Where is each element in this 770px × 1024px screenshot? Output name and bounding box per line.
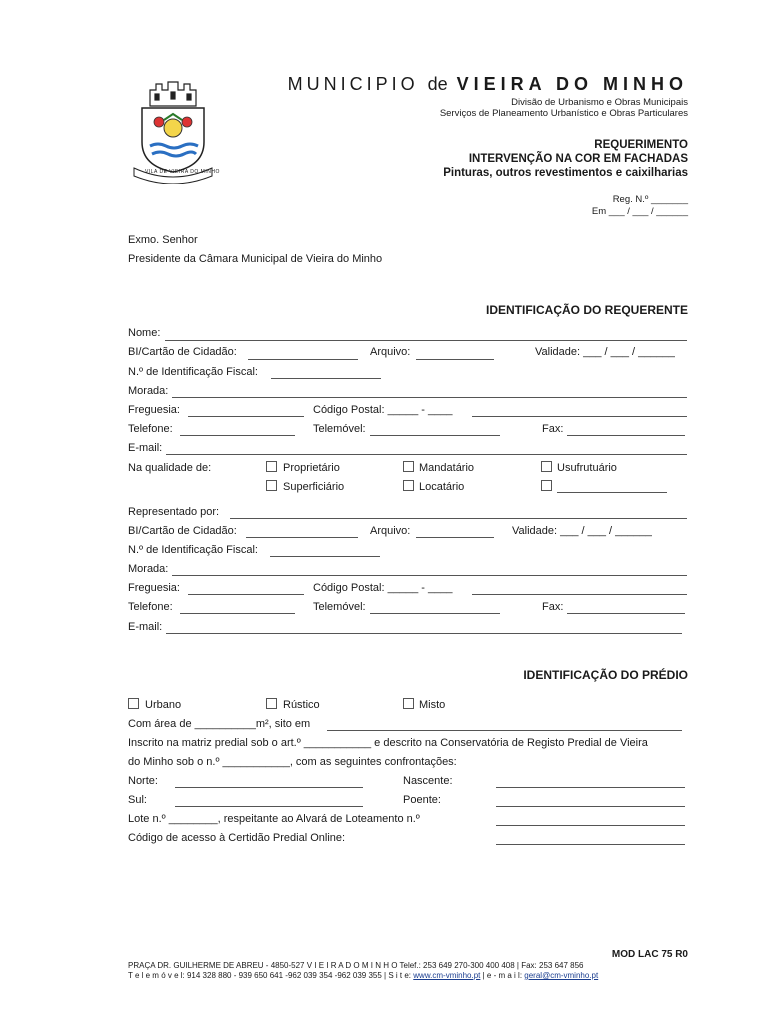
rep-freguesia-label: Freguesia:	[128, 582, 180, 594]
rep-codigo-postal-field[interactable]: Código Postal: _____ - ____	[313, 582, 453, 594]
rustico-checkbox[interactable]	[266, 698, 277, 709]
rep-arquivo-input[interactable]	[416, 537, 494, 538]
title-vieira: VIEIRA DO MINHO	[456, 74, 688, 94]
morada-input[interactable]	[172, 397, 687, 398]
rep-fax-input[interactable]	[567, 613, 685, 614]
other-qualidade-checkbox[interactable]	[541, 480, 552, 491]
section-title-requerente: IDENTIFICAÇÃO DO REQUERENTE	[485, 303, 688, 317]
footer-telemovel: T e l e m ó v e l: 914 328 880 - 939 650 641 -962 039 354 -962 039 355 | S i t e:	[128, 971, 412, 980]
footer-email-label: | e - m a i l:	[482, 971, 523, 980]
norte-label: Norte:	[128, 775, 158, 787]
rep-localidade-input[interactable]	[472, 594, 687, 595]
rep-telefone-label: Telefone:	[128, 601, 173, 613]
confrontacoes-text: do Minho sob o n.º ___________, com as seguintes confrontações:	[128, 756, 457, 768]
division-text: Divisão de Urbanismo e Obras Municipais	[511, 97, 688, 108]
nome-label: Nome:	[128, 327, 161, 339]
fax-label: Fax:	[542, 423, 564, 435]
locatario-label: Locatário	[419, 481, 465, 493]
salutation-line-1: Exmo. Senhor	[128, 234, 198, 246]
rep-arquivo-label: Arquivo:	[370, 525, 411, 537]
title-municipio: MUNICIPIO	[287, 74, 419, 94]
rep-email-input[interactable]	[166, 633, 682, 634]
logo-ribbon-text: VILA DE VIEIRA DO MINHO	[145, 169, 220, 175]
rep-morada-input[interactable]	[172, 575, 687, 576]
inscrito-text: Inscrito na matriz predial sob o art.º ___________ e descrito na Conservatória de Registo Predial de Vieira	[128, 737, 648, 749]
municipality-title	[288, 74, 688, 95]
poente-label: Poente:	[403, 794, 441, 806]
usufrutuario-label: Usufrutuário	[557, 462, 617, 474]
date-field: Em ___ / ___ / ______	[591, 206, 688, 217]
arquivo-label: Arquivo:	[370, 346, 411, 358]
coat-of-arms-logo	[128, 76, 218, 184]
locatario-checkbox[interactable]	[403, 480, 414, 491]
telefone-label: Telefone:	[128, 423, 173, 435]
lote-text: Lote n.º ________, respeitante ao Alvará de Loteamento n.º	[128, 813, 420, 825]
sul-label: Sul:	[128, 794, 147, 806]
rustico-label: Rústico	[283, 699, 320, 711]
morada-label: Morada:	[128, 385, 169, 397]
mandatario-label: Mandatário	[419, 462, 475, 474]
other-qualidade-input[interactable]	[557, 492, 667, 493]
urbano-checkbox[interactable]	[128, 698, 139, 709]
nif-label: N.º de Identificação Fiscal:	[128, 366, 258, 378]
section-title-predio: IDENTIFICAÇÃO DO PRÉDIO	[523, 668, 688, 682]
codigo-postal-field[interactable]: Código Postal: _____ - ____	[313, 404, 453, 416]
codigo-certidao-label: Código de acesso à Certidão Predial Online:	[128, 832, 346, 844]
freguesia-label: Freguesia:	[128, 404, 180, 416]
footer-address: PRAÇA DR. GUILHERME DE ABREU - 4850-527 V I E I R A D O M I N H O Telef.: 253 649 270-300 400 408 | Fax: 253 647 856	[128, 961, 584, 970]
reg-number-field: Reg. N.º _______	[612, 194, 688, 205]
mandatario-checkbox[interactable]	[403, 461, 414, 472]
rep-freguesia-input[interactable]	[188, 594, 304, 595]
rep-morada-label: Morada:	[128, 563, 169, 575]
rep-telemovel-input[interactable]	[370, 613, 500, 614]
bi-label: BI/Cartão de Cidadão:	[128, 346, 237, 358]
validade-field[interactable]: Validade: ___ / ___ / ______	[535, 346, 675, 358]
superficiario-label: Superficiário	[283, 481, 345, 493]
rep-fax-label: Fax:	[542, 601, 564, 613]
footer-site-link[interactable]: www.cm-vminho.pt	[413, 971, 481, 980]
rep-nif-label: N.º de Identificação Fiscal:	[128, 544, 258, 556]
rep-bi-input[interactable]	[246, 537, 358, 538]
codigo-certidao-input[interactable]	[496, 844, 685, 845]
poente-input[interactable]	[496, 806, 685, 807]
form-title: INTERVENÇÃO NA COR EM FACHADAS	[468, 153, 688, 165]
telefone-input[interactable]	[180, 435, 295, 436]
misto-label: Misto	[419, 699, 446, 711]
qualidade-label: Na qualidade de:	[128, 462, 212, 474]
nascente-input[interactable]	[496, 787, 685, 788]
email-label: E-mail:	[128, 442, 163, 454]
fax-input[interactable]	[567, 435, 685, 436]
telemovel-input[interactable]	[370, 435, 500, 436]
salutation-line-2: Presidente da Câmara Municipal de Vieira do Minho	[128, 253, 383, 265]
nascente-label: Nascente:	[403, 775, 453, 787]
norte-input[interactable]	[175, 787, 363, 788]
services-text: Serviços de Planeamento Urbanístico e Obras Particulares	[439, 108, 688, 119]
nome-input[interactable]	[165, 340, 687, 341]
rep-nif-input[interactable]	[270, 556, 380, 557]
representado-input[interactable]	[230, 518, 687, 519]
nif-input[interactable]	[271, 378, 381, 379]
misto-checkbox[interactable]	[403, 698, 414, 709]
freguesia-input[interactable]	[188, 416, 304, 417]
localidade-input[interactable]	[472, 416, 687, 417]
footer-email-link[interactable]: geral@cm-vminho.pt	[524, 971, 599, 980]
superficiario-checkbox[interactable]	[266, 480, 277, 491]
proprietario-label: Proprietário	[283, 462, 340, 474]
rep-bi-label: BI/Cartão de Cidadão:	[128, 525, 237, 537]
rep-telefone-input[interactable]	[180, 613, 295, 614]
form-model-code: MOD LAC 75 R0	[611, 949, 688, 960]
rep-telemovel-label: Telemóvel:	[313, 601, 366, 613]
proprietario-checkbox[interactable]	[266, 461, 277, 472]
alvara-input[interactable]	[496, 825, 685, 826]
urbano-label: Urbano	[145, 699, 182, 711]
title-de: de	[427, 74, 448, 94]
area-label: Com área de __________m², sito em	[128, 718, 311, 730]
usufrutuario-checkbox[interactable]	[541, 461, 552, 472]
sito-input[interactable]	[327, 730, 682, 731]
sul-input[interactable]	[175, 806, 363, 807]
representado-label: Representado por:	[128, 506, 220, 518]
footer-contacts	[128, 971, 598, 980]
telemovel-label: Telemóvel:	[313, 423, 366, 435]
bi-input[interactable]	[248, 359, 358, 360]
rep-validade-field[interactable]: Validade: ___ / ___ / ______	[512, 525, 652, 537]
form-subtitle: Pinturas, outros revestimentos e caixilharias	[443, 167, 688, 179]
rep-email-label: E-mail:	[128, 621, 163, 633]
email-input[interactable]	[166, 454, 687, 455]
arquivo-input[interactable]	[416, 359, 494, 360]
form-type: REQUERIMENTO	[594, 139, 688, 151]
